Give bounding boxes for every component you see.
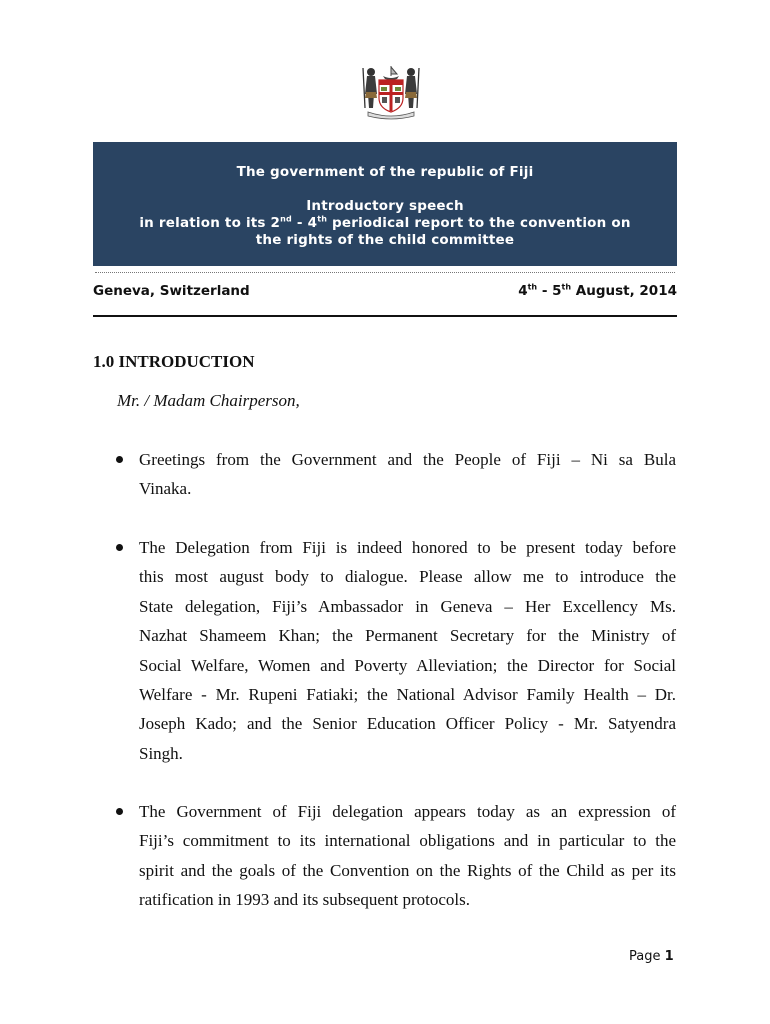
- bullet-paragraph: [139, 797, 676, 915]
- paragraph-line: Welfare - Mr. Rupeni Fatiaki; the National Advisor Family Health – Dr.: [139, 685, 676, 705]
- paragraph-line: Fiji’s commitment to its international obligations and in particular to the: [139, 831, 676, 851]
- bullet-icon: [116, 544, 123, 551]
- paragraph-line: The Government of Fiji delegation appears today as an expression of: [139, 802, 676, 821]
- title-banner: [93, 142, 677, 266]
- speech-title: Introductory speech: [306, 198, 464, 214]
- government-title: The government of the republic of Fiji: [236, 164, 534, 180]
- page-footer: [629, 949, 674, 964]
- paragraph-line: Joseph Kado; and the Senior Education Officer Policy - Mr. Satyendra: [139, 714, 676, 734]
- bullet-icon: [116, 456, 123, 463]
- paragraph-line: Social Welfare, Women and Poverty Alleviation; the Director for Social: [139, 655, 676, 675]
- paragraph-line: this most august body to dialogue. Please allow me to introduce the: [139, 567, 676, 587]
- divider-rule: [93, 315, 677, 317]
- page-label: Page: [629, 949, 665, 964]
- fiji-coat-of-arms-icon: [356, 62, 426, 120]
- paragraph-line: Nazhat Shameem Khan; the Permanent Secretary for the Ministry of: [139, 626, 676, 646]
- speech-subtitle-line: in relation to its 2nd - 4th periodical report to the convention on: [139, 214, 631, 231]
- speech-subtitle-line-2: the rights of the child committee: [255, 232, 515, 248]
- date: 4th - 5th August, 2014: [518, 282, 677, 299]
- paragraph-line: Singh.: [139, 743, 183, 763]
- paragraph-line: Vinaka.: [139, 479, 192, 499]
- paragraph-line: State delegation, Fiji’s Ambassador in Geneva – Her Excellency Ms.: [139, 596, 676, 616]
- section-heading: 1.0 INTRODUCTION: [93, 352, 255, 371]
- bullet-paragraph: [139, 445, 676, 504]
- paragraph-line: ratification in 1993 and its subsequent protocols.: [139, 890, 470, 910]
- location: Geneva, Switzerland: [93, 283, 250, 299]
- paragraph-line: The Delegation from Fiji is indeed honored to be present today before: [139, 538, 676, 557]
- divider-dotted: [95, 272, 675, 273]
- salutation: Mr. / Madam Chairperson,: [117, 391, 300, 410]
- bullet-icon: [116, 808, 123, 815]
- page-number: 1: [664, 949, 674, 964]
- paragraph-line: spirit and the goals of the Convention on the Rights of the Child as per its: [139, 860, 676, 880]
- paragraph-line: Greetings from the Government and the People of Fiji – Ni sa Bula: [139, 450, 676, 469]
- bullet-paragraph: [139, 533, 676, 768]
